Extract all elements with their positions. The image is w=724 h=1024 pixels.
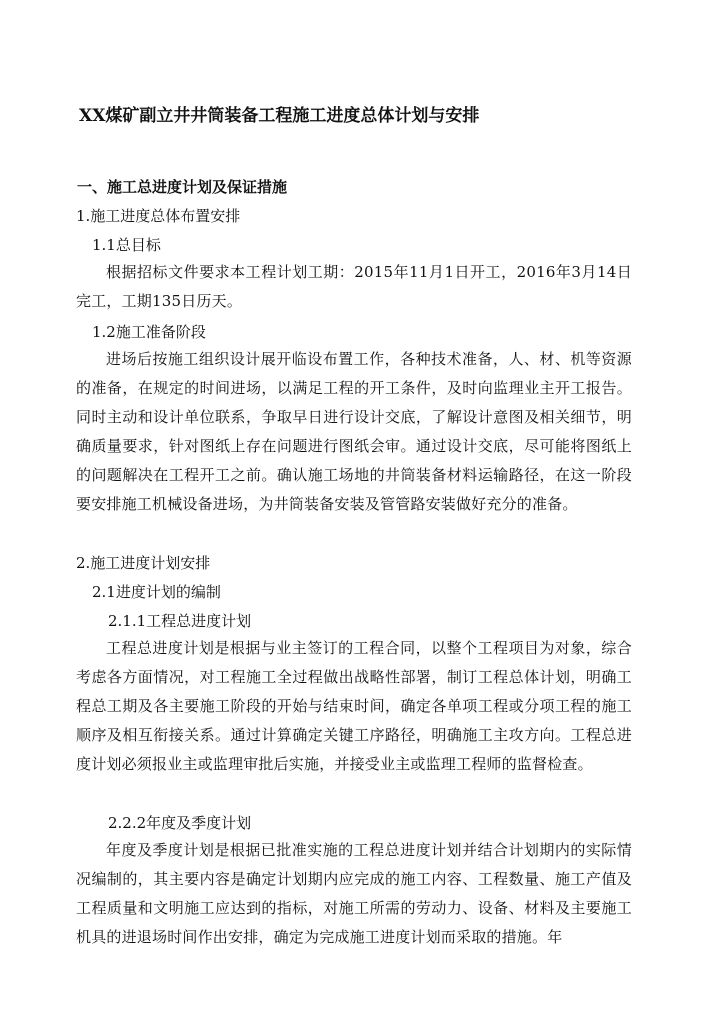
part-2-2-2-heading: 2.2.2年度及季度计划 — [108, 814, 252, 832]
item-1-2-paragraph: 进场后按施工组织设计展开临设布置工作，各种技术准备，人、材、机等资源的准备，在规定的时间进场，以满足工程的开工条件，及时向监理业主开工报告。同时主动和设计单位联系，争取早日进行设计交底，了解设计意图及相关细节，明确质量要求，针对图纸上存在问题进行图纸会审。通过设计交底，尽可能将图纸上的问题解决在工程开工之前。确认施工场地的井筒装备材料运输路径，在这一阶段要安排施工机械设备进场，为井筒装备安装及管管路安装做好充分的准备。 — [76, 350, 632, 513]
part-2-2-2-paragraph: 年度及季度计划是根据已批准实施的工程总进度计划并结合计划期内的实际情况编制的，其主要内容是确定计划期内应完成的施工内容、工程数量、施工产值及工程质量和文明施工应达到的指标，对施工所需的劳动力、设备、材料及主要施工机具的进退场时间作出安排，确定为完成施工进度计划而采取的措施。年 — [76, 841, 632, 946]
subsection-2-heading: 2.施工进度计划安排 — [76, 554, 211, 572]
item-2-1-heading: 2.1进度计划的编制 — [92, 583, 221, 601]
subsection-1-heading: 1.施工进度总体布置安排 — [76, 207, 241, 225]
section-1-heading: 一、施工总进度计划及保证措施 — [77, 178, 288, 196]
document-title: XX煤矿副立井井筒装备工程施工进度总体计划与安排 — [79, 106, 480, 126]
item-1-2-heading: 1.2施工准备阶段 — [92, 323, 206, 341]
part-2-1-1-paragraph: 工程总进度计划是根据与业主签订的工程合同，以整个工程项目为对象，综合考虑各方面情况，对工程施工全过程做出战略性部署，制订工程总体计划，明确工程总工期及各主要施工阶段的开始与结束时间，确定各单项工程或分项工程的施工顺序及相互衔接关系。通过计算确定关键工序路径，明确施工主攻方向。工程总进度计划必须报业主或监理审批后实施，并接受业主或监理工程师的监督检查。 — [76, 639, 632, 773]
item-1-1-paragraph: 根据招标文件要求本工程计划工期：2015年11月1日开工，2016年3月14日完工，工期135日历天。 — [76, 263, 632, 310]
part-2-1-1-heading: 2.1.1工程总进度计划 — [108, 612, 252, 630]
item-1-1-heading: 1.1总目标 — [92, 236, 161, 254]
